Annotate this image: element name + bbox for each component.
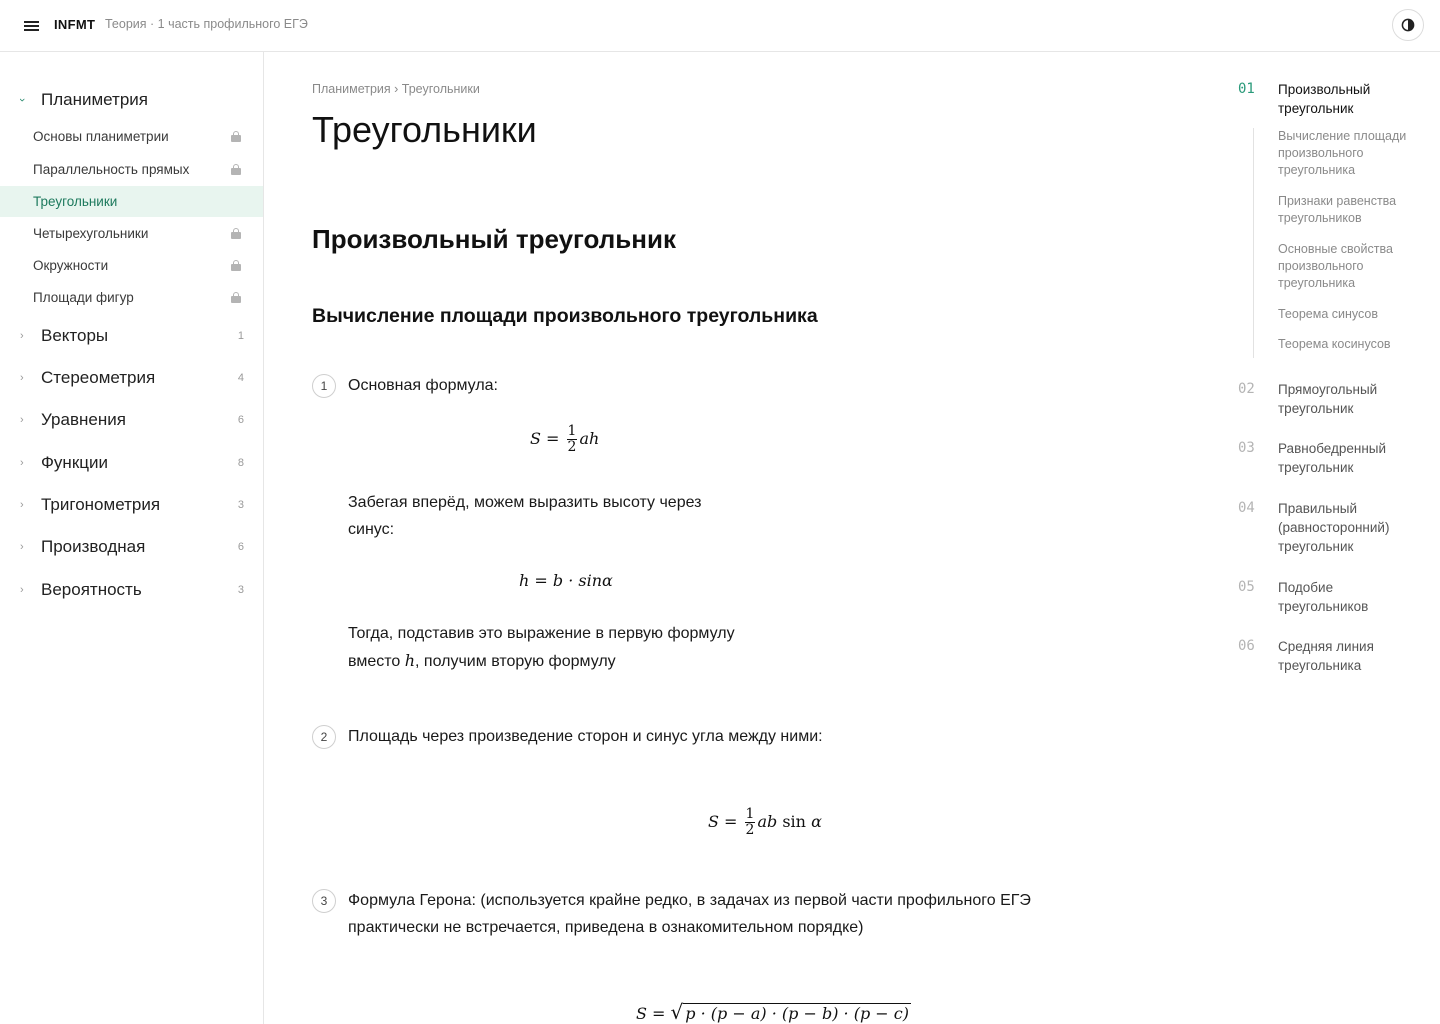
section-count: 6 xyxy=(237,541,244,553)
page-title: Треугольники xyxy=(312,109,537,150)
formula-radicand: p · (p − a) · (p − b) · (p − c) xyxy=(685,1004,909,1023)
inline-variable: h xyxy=(404,651,416,670)
sidebar-item-basics[interactable] xyxy=(0,121,263,152)
section-count: 3 xyxy=(237,499,244,511)
section-count: 6 xyxy=(237,414,244,426)
chevron-right-icon: › xyxy=(20,541,24,553)
formula-lhs: S = xyxy=(530,429,565,448)
formula-area-sine xyxy=(708,807,822,838)
item-text xyxy=(348,887,1031,941)
sidebar-section-trigonometry[interactable] xyxy=(0,491,264,521)
sidebar-section-title: Векторы xyxy=(41,326,109,345)
toc-subitem[interactable]: Признаки равенства треугольников xyxy=(1278,194,1397,225)
chevron-right-icon: › xyxy=(20,330,24,342)
sidebar-section-vectors[interactable] xyxy=(0,322,264,352)
main-content xyxy=(312,52,1192,1024)
site-subtitle: Теория · 1 часть профильного ЕГЭ xyxy=(105,17,308,31)
toc-number: 02 xyxy=(1238,381,1255,397)
table-of-contents xyxy=(1230,52,1440,1024)
chevron-right-icon: › xyxy=(20,499,24,511)
top-bar xyxy=(0,0,1440,52)
lock-icon xyxy=(231,164,241,175)
item-number: 2 xyxy=(312,725,336,749)
chevron-right-icon: › xyxy=(20,584,24,596)
sidebar-section-title: Стереометрия xyxy=(41,368,156,387)
sidebar-section-functions[interactable] xyxy=(0,449,264,479)
formula-lhs: S = xyxy=(636,1004,671,1023)
toc-number: 03 xyxy=(1238,440,1255,456)
toc-subitem[interactable]: Основные свойства произвольного треугольника xyxy=(1278,242,1393,290)
item-number: 3 xyxy=(312,889,336,913)
lock-icon xyxy=(231,131,241,142)
toc-subitem[interactable]: Теорема косинусов xyxy=(1278,337,1391,351)
toc-item-similarity[interactable]: Подобие треугольников xyxy=(1278,580,1369,614)
breadcrumb[interactable]: Планиметрия › Треугольники xyxy=(312,82,480,96)
sidebar-item-label: Основы планиметрии xyxy=(33,129,169,144)
toc-number: 04 xyxy=(1238,500,1255,516)
sidebar-section-probability[interactable] xyxy=(0,576,264,606)
toc-item-isosceles-triangle[interactable]: Равнобедренный треугольник xyxy=(1278,441,1387,475)
sidebar-item-label: Треугольники xyxy=(33,194,118,209)
sidebar-item-label: Окружности xyxy=(33,258,109,273)
brand-logo[interactable]: INFMT xyxy=(54,17,96,32)
sidebar-section-title: Вероятность xyxy=(41,580,142,599)
toc-subitem[interactable]: Теорема синусов xyxy=(1278,307,1378,321)
formula-lhs: S = xyxy=(708,812,743,831)
paragraph-fragment: вместо xyxy=(348,653,405,670)
item-text-line: Формула Герона: (используется крайне редко, в задачах из первой части профильного ЕГЭ xyxy=(348,892,1031,909)
sidebar-section-stereometry[interactable] xyxy=(0,364,264,394)
sidebar-section-title: Функции xyxy=(41,453,108,472)
item-text: Площадь через произведение сторон и синус угла между ними: xyxy=(348,728,823,745)
chevron-right-icon: › xyxy=(20,372,24,384)
section-count: 8 xyxy=(237,457,244,469)
chevron-down-icon: › xyxy=(15,98,28,102)
toc-number: 06 xyxy=(1238,638,1255,654)
formula-numerator: 1 xyxy=(567,423,577,439)
paragraph-line: Забегая вперёд, можем выразить высоту через xyxy=(348,494,702,511)
lock-icon xyxy=(231,260,241,271)
sidebar-item-circles[interactable] xyxy=(0,250,263,281)
item-number: 1 xyxy=(312,374,336,398)
contrast-icon xyxy=(1401,18,1415,32)
sidebar-item-label: Площади фигур xyxy=(33,290,134,305)
sidebar-item-quadrilaterals[interactable] xyxy=(0,218,263,249)
formula-numerator: 1 xyxy=(745,806,755,822)
sidebar-section-title: Производная xyxy=(41,537,146,556)
sidebar-item-label: Параллельность прямых xyxy=(33,162,190,177)
sidebar-item-triangles[interactable] xyxy=(0,186,263,217)
toc-item-midline[interactable]: Средняя линия треугольника xyxy=(1278,639,1374,673)
sidebar-section-title: Уравнения xyxy=(41,410,126,429)
formula-rhs: ah xyxy=(579,429,600,448)
sidebar-section-title: Тригонометрия xyxy=(41,495,161,514)
lock-icon xyxy=(231,228,241,239)
paragraph-fragment: , получим вторую формулу xyxy=(415,653,616,670)
formula-denominator: 2 xyxy=(567,439,577,455)
hamburger-icon[interactable] xyxy=(22,16,42,36)
item-text: Основная формула: xyxy=(348,377,498,394)
toc-item-equilateral-triangle[interactable]: Правильный (равносторонний) треугольник xyxy=(1278,501,1390,554)
toc-subitem[interactable]: Вычисление площади произвольного треугольника xyxy=(1278,129,1407,177)
formula-height: h = b · sinα xyxy=(519,571,613,590)
section-count: 3 xyxy=(237,584,244,596)
formula-rhs: ab xyxy=(757,812,778,831)
paragraph-line: синус: xyxy=(348,521,395,538)
chevron-right-icon: › xyxy=(20,414,24,426)
theme-toggle-button[interactable] xyxy=(1392,9,1424,41)
sidebar-item-areas[interactable] xyxy=(0,282,263,313)
sidebar-section-title: Планиметрия xyxy=(41,90,148,109)
chevron-right-icon: › xyxy=(20,457,24,469)
section-count: 1 xyxy=(237,330,244,342)
formula-function: sin xyxy=(777,812,812,831)
paragraph-text xyxy=(348,489,701,543)
lock-icon xyxy=(231,292,241,303)
paragraph-line: Тогда, подставив это выражение в первую формулу xyxy=(348,625,735,642)
sidebar-item-parallel-lines[interactable] xyxy=(0,154,263,185)
item-text-line: практически не встречается, приведена в ознакомительном порядке) xyxy=(348,919,864,936)
toc-number: 05 xyxy=(1238,579,1255,595)
toc-item-arbitrary-triangle[interactable]: Произвольный треугольник xyxy=(1278,82,1371,116)
paragraph-text xyxy=(348,620,735,675)
section-count: 4 xyxy=(237,372,244,384)
sidebar-section-derivative[interactable] xyxy=(0,533,264,563)
formula-heron xyxy=(636,1000,911,1024)
toc-item-right-triangle[interactable]: Прямоугольный треугольник xyxy=(1278,382,1378,416)
toc-number: 01 xyxy=(1238,81,1255,97)
sidebar-item-label: Четырехугольники xyxy=(33,226,149,241)
sqrt-icon: √ xyxy=(670,1000,684,1024)
section-heading: Произвольный треугольник xyxy=(312,224,676,254)
formula-denominator: 2 xyxy=(745,822,755,838)
formula-area-basic xyxy=(530,424,599,455)
subsection-heading: Вычисление площади произвольного треугольника xyxy=(312,305,818,327)
sidebar-section-equations[interactable] xyxy=(0,406,264,436)
formula-variable: α xyxy=(811,812,822,831)
sidebar xyxy=(0,52,264,1024)
sidebar-section-planimetry[interactable] xyxy=(0,86,264,116)
toc-divider xyxy=(1253,128,1254,358)
